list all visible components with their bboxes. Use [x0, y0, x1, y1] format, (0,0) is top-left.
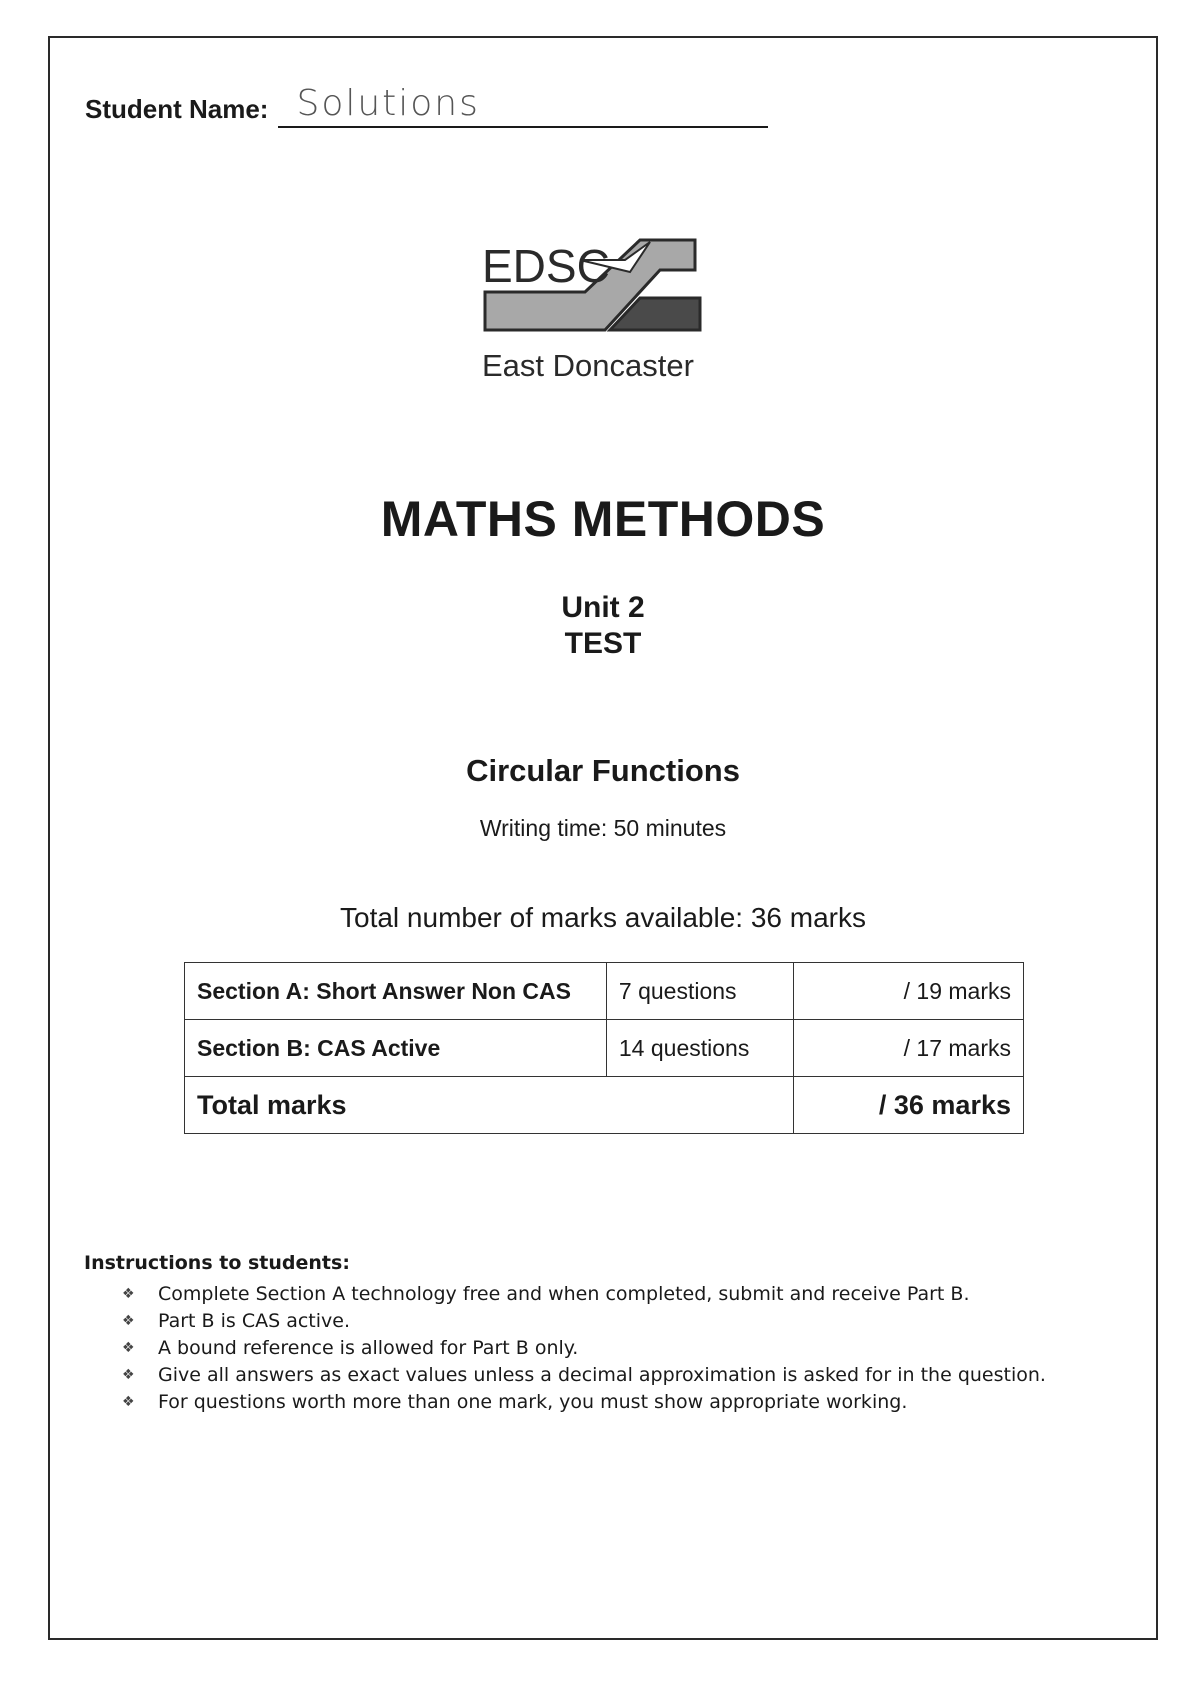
student-name-value: Solutions: [296, 83, 480, 124]
total-marks-available: Total number of marks available: 36 marks: [340, 902, 866, 933]
section-b-questions: 14 questions: [606, 1020, 793, 1077]
diamond-bullet-icon: ❖: [122, 1285, 135, 1302]
diamond-bullet-icon: ❖: [122, 1312, 135, 1329]
section-a-questions: 7 questions: [606, 963, 793, 1020]
instruction-text: Give all answers as exact values unless a decimal approximation is asked for in the question.: [158, 1363, 1046, 1386]
document-title: MATHS METHODS: [380, 491, 826, 547]
section-b-marks: / 17 marks: [794, 1020, 1024, 1077]
table-row: [185, 963, 1024, 1020]
list-item: [122, 1361, 1046, 1388]
section-a-marks: / 19 marks: [794, 963, 1024, 1020]
list-item: [122, 1307, 1046, 1334]
instructions-list: [84, 1280, 1046, 1415]
topic-title: Circular Functions: [466, 753, 740, 788]
list-item: [122, 1280, 1046, 1307]
total-marks-value: / 36 marks: [794, 1077, 1024, 1134]
section-a-label: Section A: Short Answer Non CAS: [185, 963, 607, 1020]
table-row: [185, 1020, 1024, 1077]
diamond-bullet-icon: ❖: [122, 1339, 135, 1356]
section-b-label: Section B: CAS Active: [185, 1020, 607, 1077]
list-item: [122, 1388, 1046, 1415]
instructions-heading: Instructions to students:: [84, 1252, 350, 1274]
instructions: [84, 1252, 1046, 1415]
logo-text: EDSC: [482, 240, 610, 292]
instruction-text: Complete Section A technology free and when completed, submit and receive Part B.: [158, 1282, 970, 1305]
student-name-field[interactable]: [278, 82, 768, 128]
test-label: TEST: [564, 627, 642, 660]
logo-subtitle: East Doncaster: [482, 348, 694, 383]
school-logo: [480, 230, 730, 385]
instruction-text: Part B is CAS active.: [158, 1309, 350, 1332]
writing-time: Writing time: 50 minutes: [479, 815, 727, 841]
diamond-bullet-icon: ❖: [122, 1366, 135, 1383]
instruction-text: A bound reference is allowed for Part B only.: [158, 1336, 579, 1359]
diamond-bullet-icon: ❖: [122, 1393, 135, 1410]
total-marks-label: Total marks: [185, 1077, 794, 1134]
total-row: [185, 1077, 1024, 1134]
list-item: [122, 1334, 1046, 1361]
unit-label: Unit 2: [561, 591, 645, 624]
student-name-label: Student Name:: [85, 94, 269, 124]
instruction-text: For questions worth more than one mark, you must show appropriate working.: [158, 1390, 908, 1413]
marks-table: [184, 962, 1024, 1134]
student-name-row: [85, 78, 768, 128]
